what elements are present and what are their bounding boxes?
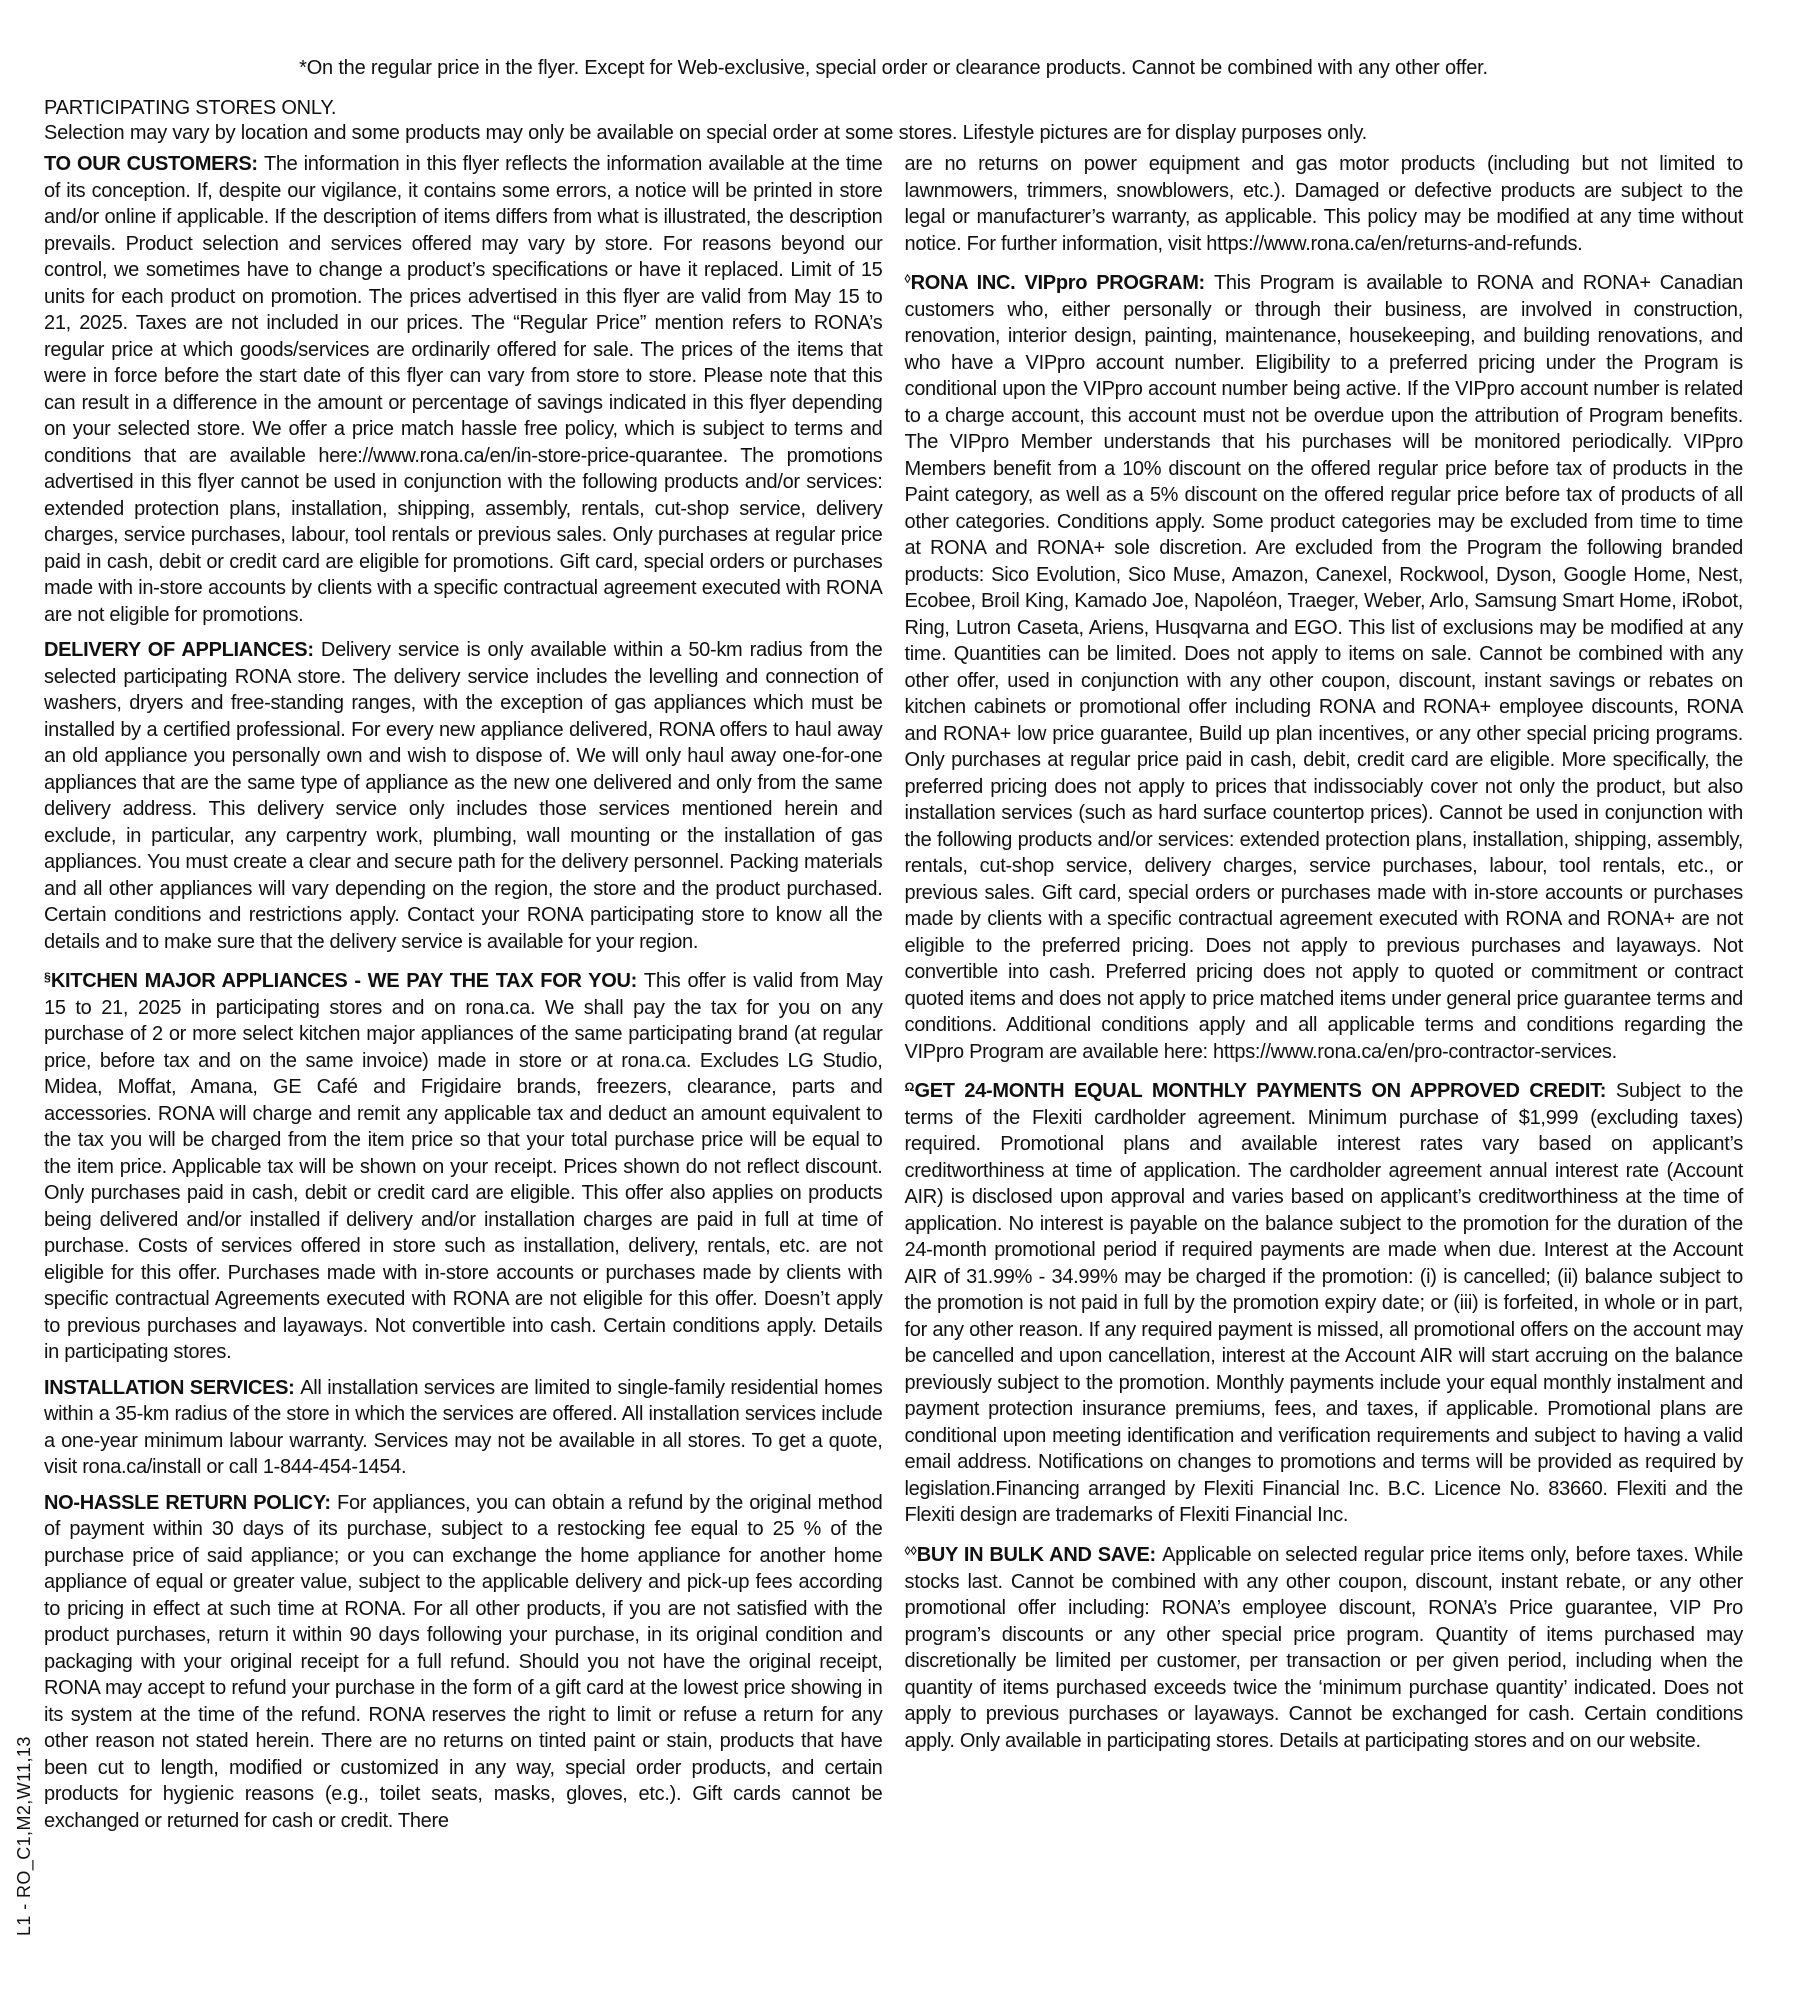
section-body: All installation services are limited to single-family residential homes within a 35-km radius of the store in which the services are offered. All installation services include a one-year minimum labour warranty. Services may not be available in all stores. To get a quote, visit rona.ca/install or call 1-844-454-1454. [44, 1376, 883, 1479]
section-title: NO-HASSLE RETURN POLICY: [44, 1491, 331, 1514]
left-column [44, 151, 883, 1834]
section-title: INSTALLATION SERVICES: [44, 1376, 295, 1399]
right-column [905, 151, 1744, 1834]
section-title: KITCHEN MAJOR APPLIANCES - WE PAY THE TAX FOR YOU: [50, 970, 637, 993]
section-body: Subject to the terms of the Flexiti cardholder agreement. Minimum purchase of $1,999 (excluding taxes) required. Promotional plans and available interest rates vary based on applicant’s creditworthiness at time of application. The cardholder agreement annual interest rate (Account AIR) is disclosed upon approval and varies based on applicant’s creditworthiness at the time of application. No interest is payable on the balance subject to the promotion for the duration of the 24-month promotional period if required payments are made when due. Interest at the Account AIR of 31.99% - 34.99% may be charged if the promotion: (i) is cancelled; (ii) balance subject to the promotion is not paid in full by the promotion expiry date; or (iii) is forfeited, in whole or in part, for any other reason. If any required payment is missed, all promotional offers on the account may be cancelled and upon cancellation, interest at the Account AIR will start accruing on the balance previously subject to the promotion. Monthly payments include your equal monthly instalment and payment protection insurance premiums, fees, and taxes, if applicable. Promotional plans are conditional upon meeting identification and verification requirements and subject to having a valid email address. Notifications on changes to promotions and terms will be provided as required by legislation.Financing arranged by Flexiti Financial Inc. B.C. Licence No. 83660. Flexiti and the Flexiti design are trademarks of Flexiti Financial Inc. [904, 1080, 1744, 1527]
section-mark: ◊◊ [904, 1543, 917, 1558]
section-title: GET 24-MONTH EQUAL MONTHLY PAYMENTS ON APPROVED CREDIT: [914, 1080, 1607, 1103]
section-body: The information in this flyer reflects the information available at the time of its conception. If, despite our vigilance, it contains some errors, a notice will be printed in store and/or online if applicable. If the description of items differs from what is illustrated, the description prevails. Product selection and services offered may vary by store. For reasons beyond our control, we sometimes have to change a product’s specifications or have it replaced. Limit of 15 units for each product on promotion. The prices advertised in this flyer are valid from May 15 to 21, 2025. Taxes are not included in our prices. The “Regular Price” mention refers to RONA’s regular price at which goods/services are ordinarily offered for sale. The prices of the items that were in force before the start date of this flyer can vary from store to store. Please note that this can result in a difference in the amount or percentage of savings indicated in this flyer depending on your selected store. We offer a price match hassle free policy, which is subject to terms and conditions that are available here://www.rona.ca/en/in-store-price-quarantee. The promotions advertised in this flyer cannot be used in conjunction with the following products and/or services: extended protection plans, installation, shipping, assembly, rentals, cut-shop service, delivery charges, service purchases, labour, tool rentals or previous sales. Only purchases at regular price paid in cash, debit or credit card are eligible for promotions. Gift card, special orders or purchases made with in-store accounts by clients with a specific contractual agreement executed with RONA are not eligible for promotions. [44, 153, 883, 626]
section-body: are no returns on power equipment and gas motor products (including but not limited to lawnmowers, trimmers, snowblowers, etc.). Damaged or defective products are subject to the legal or manufacturer’s warranty, as applicable. This policy may be modified at any time without notice. For further information, visit https://www.rona.ca/en/returns-and-refunds. [904, 153, 1743, 255]
offer-note: *On the regular price in the flyer. Except for Web-exclusive, special order or clearance products. Cannot be combined with any other offer. [299, 57, 1488, 79]
section-no-hassle-return-policy [44, 1490, 883, 1835]
section-delivery-of-appliances [44, 637, 883, 955]
section-body: This offer is valid from May 15 to 21, 2025 in participating stores and on rona.ca. We shall pay the tax for you on any purchase of 2 or more select kitchen major appliances of the same participating brand (at regular price, before tax and on the same invoice) made in store or at rona.ca. Excludes LG Studio, Midea, Moffat, Amana, GE Café and Frigidaire brands, freezers, clearance, parts and accessories. RONA will charge and remit any applicable tax and deduct an amount equivalent to the tax you will be charged from the item price so that your total purchase price will be equal to the item price. Applicable tax will be shown on your receipt. Prices shown do not reflect discount. Only purchases paid in cash, debit or credit card are eligible. This offer also applies on products being delivered and/or installed if delivery and/or installation charges are paid in full at time of purchase. Costs of services offered in store such as installation, delivery, rentals, etc. are not eligible for this offer. Purchases made with in-store accounts or purchases made by clients with specific contractual Agreements executed with RONA are not eligible for this offer. Doesn’t apply to previous purchases and layaways. Not convertible into cash. Certain conditions apply. Details in participating stores. [44, 970, 883, 1364]
section-equal-monthly-payments [905, 1074, 1744, 1529]
section-title: TO OUR CUSTOMERS: [44, 153, 258, 175]
section-body: For appliances, you can obtain a refund by the original method of payment within 30 days of its purchase, subject to a restocking fee equal to 25 % of the purchase price of said appliance; or you can exchange the home appliance for another home appliance of equal or greater value, subject to the applicable delivery and pick-up fees according to pricing in effect at such time at RONA. For all other products, if you are not satisfied with the product purchases, return it within 90 days following your purchase, in its original condition and packaging with your original receipt for a full refund. Should you not have the original receipt, RONA may accept to refund your purchase in the form of a gift card at the lowest price showing in its system at the time of the refund. RONA reserves the right to limit or refuse a return for any other reason not stated herein. There are no returns on tinted paint or stain, products that have been cut to length, modified or customized in any way, special order products, and certain products for hygienic reasons (e.g., toilet seats, masks, gloves, etc.). Gift cards cannot be exchanged or returned for cash or credit. There [44, 1491, 883, 1832]
section-body: This Program is available to RONA and RONA+ Canadian customers who, either personally or through their business, are involved in construction, renovation, interior design, painting, maintenance, housekeeping, and building renovations, and who have a VIPpro account number. Eligibility to a preferred pricing under the Program is conditional upon the VIPpro account number being active. If the VIPpro account number is related to a charge account, this account must not be overdue upon the attribution of Program benefits. The VIPpro Member understands that his purchases will be monitored periodically. VIPpro Members benefit from a 10% discount on the offered regular price before tax of products in the Paint category, as well as a 5% discount on the offered regular price before tax of products of all other categories. Conditions apply. Some product categories may be excluded from time to time at RONA and RONA+ sole discretion. Are excluded from the Program the following branded products: Sico Evolution, Sico Muse, Amazon, Canexel, Rockwool, Dyson, Google Home, Nest, Ecobee, Broil King, Kamado Joe, Napoléon, Traeger, Weber, Arlo, Samsung Smart Home, iRobot, Ring, Lutron Caseta, Ariens, Husqvarna and EGO. This list of exclusions may be modified at any time. Quantities can be limited. Does not apply to items on sale. Cannot be combined with any other offer, used in conjunction with any other coupon, discount, instant savings or rebates on kitchen cabinets or promotional offer including RONA and RONA+ employee discounts, RONA and RONA+ low price guarantee, Build up plan incentives, or any other special pricing programs. Only purchases at regular price paid in cash, debit, credit card are eligible. More specifically, the preferred pricing does not apply to prices that indissociably cover not only the product, but also installation services (such as hard surface countertop prices). Cannot be used in conjunction with the following products and/or services: extended protection plans, installation, shipping, assembly, rentals, cut-shop service, delivery charges, service purchases, labour, tool rentals, etc., or previous sales. Gift card, special orders or purchases made with in-store accounts or purchases made by clients with a specific contractual agreement executed with RONA and RONA+ are not eligible to the preferred pricing. Does not apply to previous purchases and layaways. Not convertible into cash. Preferred pricing does not apply to quoted or commitment or contract quoted items and does not apply to price matched items under general price guarantee terms and conditions. Additional conditions apply and all applicable terms and conditions regarding the VIPpro Program are available here: https://www.rona.ca/en/pro-contractor-services. [904, 272, 1743, 1063]
section-vippro-program [905, 266, 1744, 1065]
section-mark: § [44, 970, 51, 984]
section-mark: Ω [904, 1080, 915, 1095]
selection-note: Selection may vary by location and some products may only be available on special order at some stores. Lifestyle pictures are for display purposes only. [44, 122, 1368, 144]
section-body: Delivery service is only available within a 50-km radius from the selected participating RONA store. The delivery service includes the levelling and connection of washers, dryers and free-standing ranges, with the exception of gas appliances which must be installed by a certified professional. For every new appliance delivered, RONA offers to haul away an old appliance you personally own and wish to dispose of. We will only haul away one-for-one appliances that are the same type of appliance as the new one delivered and only from the same delivery address. This delivery service only includes those services mentioned herein and exclude, in particular, any carpentry work, plumbing, wall mounting or the installation of gas appliances. You must create a clear and secure path for the delivery personnel. Packing materials and all other appliances will vary depending on the region, the store and the product purchased. Certain conditions and restrictions apply. Contact your RONA participating store to know all the details and to make sure that the delivery service is available for your region. [44, 639, 883, 953]
section-body: Applicable on selected regular price items only, before taxes. While stocks last. Cannot be combined with any other coupon, discount, instant rebate, or any other promotional offer including: RONA’s employee discount, RONA’s Price guarantee, VIP Pro program’s discounts or any other special price program. Quantity of items purchased may discretionally be limited per customer, per transaction or per given period, including when the quantity of items purchased exceeds twice the ‘minimum purchase quantity’ indicated. Does not apply to previous purchases or layaways. Cannot be exchanged for cash. Certain conditions apply. Only available in participating stores. Details at participating stores and on our website. [904, 1544, 1743, 1752]
print-code: L1 - RO_C1,M2,W11,13 [14, 1736, 34, 1936]
section-mark: ◊ [904, 272, 911, 286]
section-title: RONA INC. VIPpro PROGRAM: [910, 272, 1205, 295]
section-to-our-customers [44, 151, 883, 628]
two-column-body [44, 151, 1743, 1834]
section-kitchen-major-appliances [44, 964, 883, 1366]
section-title: BUY IN BULK AND SAVE: [916, 1544, 1156, 1567]
participating-stores-note: PARTICIPATING STORES ONLY. [44, 97, 337, 119]
section-return-policy-continued [905, 151, 1744, 257]
section-title: DELIVERY OF APPLIANCES: [44, 639, 314, 661]
section-installation-services [44, 1375, 883, 1481]
section-buy-in-bulk-and-save [905, 1538, 1744, 1754]
